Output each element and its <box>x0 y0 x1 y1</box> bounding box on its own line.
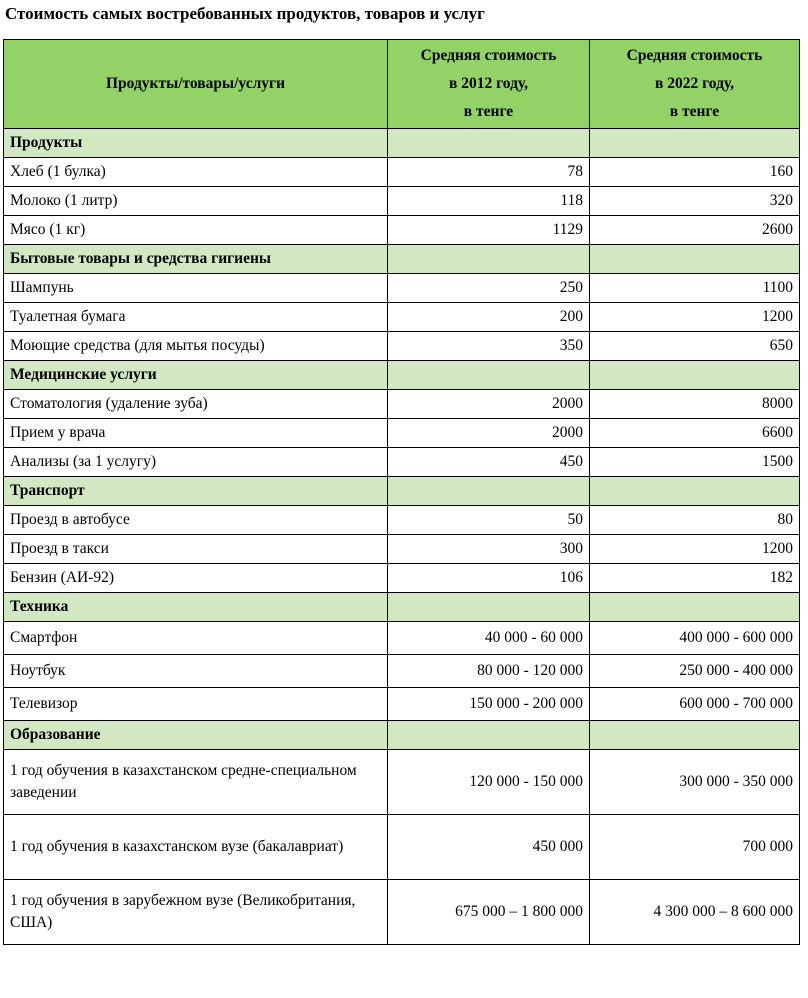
item-name: Моющие средства (для мытья посуды) <box>4 332 388 361</box>
price-2012: 40 000 - 60 000 <box>388 622 590 655</box>
category-name: Транспорт <box>4 477 388 506</box>
price-2022: 80 <box>590 506 800 535</box>
item-name: Прием у врача <box>4 419 388 448</box>
category-name: Бытовые товары и средства гигиены <box>4 245 388 274</box>
category-name: Техника <box>4 593 388 622</box>
price-2022: 182 <box>590 564 800 593</box>
price-2012: 450 000 <box>388 815 590 880</box>
price-2022: 300 000 - 350 000 <box>590 750 800 815</box>
table-row <box>4 688 800 721</box>
table-row <box>4 158 800 187</box>
item-name: Молоко (1 литр) <box>4 187 388 216</box>
price-table <box>3 39 800 945</box>
header-item: Продукты/товары/услуги <box>4 40 388 129</box>
price-2012: 50 <box>388 506 590 535</box>
category-row <box>4 129 800 158</box>
price-2022: 600 000 - 700 000 <box>590 688 800 721</box>
header-2022-line1: Средняя стоимость <box>626 47 763 64</box>
category-row <box>4 245 800 274</box>
table-row <box>4 535 800 564</box>
price-2012: 2000 <box>388 419 590 448</box>
table-row <box>4 303 800 332</box>
header-2012-line3: в тенге <box>463 103 514 120</box>
price-2012: 1129 <box>388 216 590 245</box>
item-name: Стоматология (удаление зуба) <box>4 390 388 419</box>
price-2012: 150 000 - 200 000 <box>388 688 590 721</box>
header-2022-line3: в тенге <box>669 103 720 120</box>
table-row <box>4 419 800 448</box>
price-2012: 120 000 - 150 000 <box>388 750 590 815</box>
price-2012: 300 <box>388 535 590 564</box>
table-row <box>4 332 800 361</box>
table-row <box>4 187 800 216</box>
item-name: Смартфон <box>4 622 388 655</box>
header-2022 <box>590 40 800 129</box>
price-2022: 1100 <box>590 274 800 303</box>
category-row <box>4 361 800 390</box>
price-2022: 1200 <box>590 535 800 564</box>
price-2012: 118 <box>388 187 590 216</box>
table-row <box>4 448 800 477</box>
category-row <box>4 477 800 506</box>
price-2022: 6600 <box>590 419 800 448</box>
page-title: Стоимость самых востребованных продуктов, товаров и услуг <box>5 4 485 23</box>
price-2022: 320 <box>590 187 800 216</box>
table-row <box>4 655 800 688</box>
item-name: Проезд в автобусе <box>4 506 388 535</box>
table-row <box>4 622 800 655</box>
item-name: Анализы (за 1 услугу) <box>4 448 388 477</box>
category-row <box>4 721 800 750</box>
table-row <box>4 815 800 880</box>
price-2022: 700 000 <box>590 815 800 880</box>
price-2022: 1200 <box>590 303 800 332</box>
price-2022: 2600 <box>590 216 800 245</box>
table-row <box>4 880 800 945</box>
price-2012: 2000 <box>388 390 590 419</box>
header-2012 <box>388 40 590 129</box>
category-row <box>4 593 800 622</box>
category-name: Медицинские услуги <box>4 361 388 390</box>
price-2022: 400 000 - 600 000 <box>590 622 800 655</box>
item-name: Хлеб (1 булка) <box>4 158 388 187</box>
category-name: Образование <box>4 721 388 750</box>
table-row <box>4 506 800 535</box>
price-2012: 106 <box>388 564 590 593</box>
price-2022: 250 000 - 400 000 <box>590 655 800 688</box>
price-2012: 78 <box>388 158 590 187</box>
price-2012: 250 <box>388 274 590 303</box>
item-name: Бензин (АИ-92) <box>4 564 388 593</box>
price-2022: 4 300 000 – 8 600 000 <box>590 880 800 945</box>
price-2012: 200 <box>388 303 590 332</box>
price-2022: 1500 <box>590 448 800 477</box>
price-2022: 8000 <box>590 390 800 419</box>
table-row <box>4 216 800 245</box>
item-name: Туалетная бумага <box>4 303 388 332</box>
item-name: Проезд в такси <box>4 535 388 564</box>
item-name: 1 год обучения в зарубежном вузе (Великобритания, США) <box>4 880 388 945</box>
item-name: Телевизор <box>4 688 388 721</box>
category-name: Продукты <box>4 129 388 158</box>
item-name: Ноутбук <box>4 655 388 688</box>
price-2012: 675 000 – 1 800 000 <box>388 880 590 945</box>
table-body <box>4 129 800 945</box>
price-2012: 350 <box>388 332 590 361</box>
table-row <box>4 750 800 815</box>
header-2012-line1: Средняя стоимость <box>420 47 557 64</box>
item-name: Шампунь <box>4 274 388 303</box>
item-name: 1 год обучения в казахстанском вузе (бакалавриат) <box>4 815 388 880</box>
header-2022-line2: в 2022 году, <box>655 75 734 92</box>
price-2012: 450 <box>388 448 590 477</box>
table-row <box>4 564 800 593</box>
price-2012: 80 000 - 120 000 <box>388 655 590 688</box>
item-name: 1 год обучения в казахстанском средне-специальном заведении <box>4 750 388 815</box>
table-row <box>4 274 800 303</box>
price-2022: 650 <box>590 332 800 361</box>
item-name: Мясо (1 кг) <box>4 216 388 245</box>
header-2012-line2: в 2012 году, <box>449 75 528 92</box>
price-2022: 160 <box>590 158 800 187</box>
table-row <box>4 390 800 419</box>
